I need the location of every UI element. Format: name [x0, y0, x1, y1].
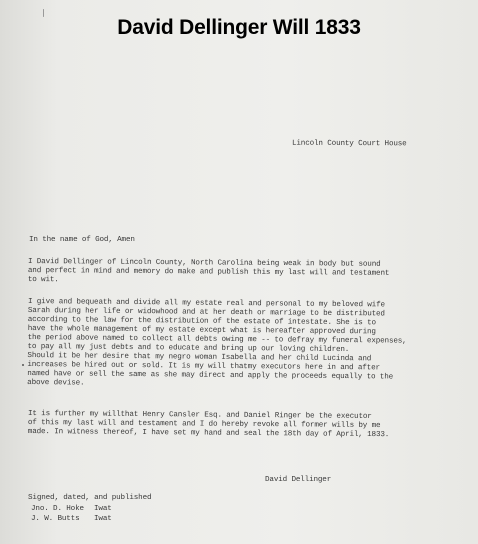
paragraph-line: to pay all my just debts and to educate and bring up our loving children. — [27, 342, 350, 355]
will-paragraph-2 — [27, 298, 407, 392]
paragraph-line: above devise. — [27, 378, 85, 388]
signed-label: Signed, dated, and published — [28, 494, 152, 502]
witness-1-name: Jno. D. Hoke — [31, 505, 84, 513]
paragraph-line: I David Dellinger of Lincoln County, North Carolina being weak in body but sound — [27, 258, 381, 269]
paragraph-line: have the whole management of my estate except what is hereafter approved during — [27, 324, 376, 337]
paragraph-line: according to the law for the distribution of the estate of intestate. She is to — [27, 315, 376, 328]
paragraph-line: increases be hired out or sold. It is my will thatmy executors here in and after — [27, 360, 380, 373]
paragraph-line: to wit. — [27, 275, 59, 285]
will-paragraph-1 — [28, 258, 390, 288]
page-title: David Dellinger Will 1833 — [117, 16, 361, 39]
paragraph-line: made. In witness thereof, I have set my hand and seal the 18th day of April, 1833. — [27, 427, 390, 440]
paragraph-line: Should it be her desire that my negro woman Isabella and her child Lucinda and — [27, 351, 372, 364]
paragraph-line: the period above named to collect all debts owing me -- to defray my funeral expenses, — [27, 333, 407, 346]
signature-line: David Dellinger — [265, 476, 332, 484]
invocation-line: In the name of God, Amen — [29, 236, 135, 244]
witness-2-role: Iwat — [94, 515, 112, 523]
scan-speck — [43, 9, 44, 17]
scan-speck — [22, 364, 24, 366]
witness-2-name: J. W. Butts — [31, 515, 80, 523]
witness-1-role: Iwat — [94, 505, 112, 513]
paragraph-line: of this my last will and testament and I do hereby revoke all former wills by me — [27, 418, 381, 431]
location-line: Lincoln County Court House — [291, 139, 407, 149]
will-paragraph-3 — [28, 410, 390, 440]
paragraph-line: and perfect in mind and memory do make and publish this my last will and testament — [27, 266, 390, 278]
paragraph-line: Sarah during her life or widowhood and at her death or marriage to be distributed — [27, 306, 385, 319]
paragraph-line: named have or sell the same as she may direct and apply the proceeds equally to the — [27, 369, 394, 382]
paragraph-line: I give and bequeath and divide all my estate real and personal to my beloved wife — [27, 298, 385, 310]
paragraph-line: It is further my willthat Henry Cansler Esq. and Daniel Ringer be the executor — [27, 410, 372, 421]
